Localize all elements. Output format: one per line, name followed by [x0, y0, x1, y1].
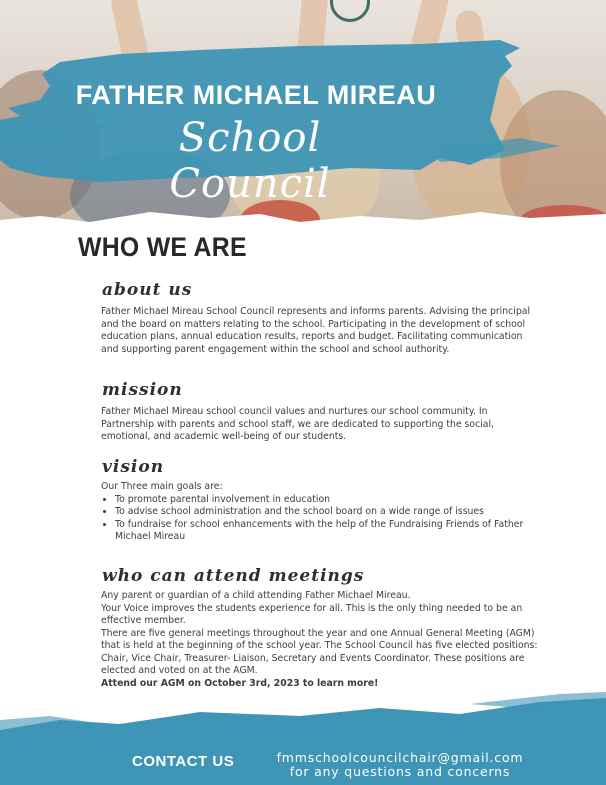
mission-heading: mission — [102, 380, 183, 400]
vision-intro: Our Three main goals are: — [101, 481, 223, 492]
vision-heading: vision — [102, 457, 165, 477]
about-us-text: Father Michael Mireau School Council represents and informs parents. Advising the principal and the board on matters relating to the school. Participating in the development of school education plans, annual education results, reports and budget. Facilitating communication and supporting parent engagement within the school and school authority. — [101, 306, 531, 355]
agm-call-to-action: Attend our AGM on October 3rd, 2023 to learn more! — [101, 677, 379, 689]
school-name-title: FATHER MICHAEL MIREAU — [75, 80, 437, 110]
contact-note: for any questions and concerns — [289, 764, 511, 779]
mission-text: Father Michael Mireau school council values and nurtures our school community. In Partnership with parents and school staff, we are dedicated to supporting the social, emotional, and academic well-being of our students. — [101, 406, 495, 442]
attend-line-meetings: There are five general meetings throughout the year and one Annual General Meeting (AGM) that is held at the beginning of the school year. The School Council has five elected positions: Chair, Vice Chair, Treasurer- Liaison, Secretary and Events Coordinator. These positions are elected and voted on at the AGM. — [101, 627, 538, 676]
contact-email[interactable]: fmmschoolcouncilchair@gmail.com — [276, 750, 524, 765]
who-can-attend-heading: who can attend meetings — [102, 566, 365, 586]
vision-section — [101, 481, 541, 544]
contact-email-block — [275, 751, 525, 779]
contact-us-label: CONTACT US — [132, 753, 235, 770]
about-us-heading: about us — [102, 280, 193, 300]
goals-list — [101, 494, 541, 544]
attend-section — [101, 590, 541, 690]
goal-item: • To advise school administration and the school board on a wide range of issues — [115, 506, 541, 519]
school-council-script-title: School Council — [169, 115, 331, 207]
who-we-are-heading: WHO WE ARE — [78, 232, 247, 262]
attend-line-voice: Your Voice improves the students experience for all. This is the only thing needed to be an effective member. — [101, 602, 523, 626]
goal-item: • To fundraise for school enhancements with the help of the Fundraising Friends of Father Michael Mireau — [115, 519, 541, 544]
attend-line-eligibility: Any parent or guardian of a child attending Father Michael Mireau. — [101, 590, 411, 601]
goal-item: • To promote parental involvement in education — [115, 494, 541, 507]
